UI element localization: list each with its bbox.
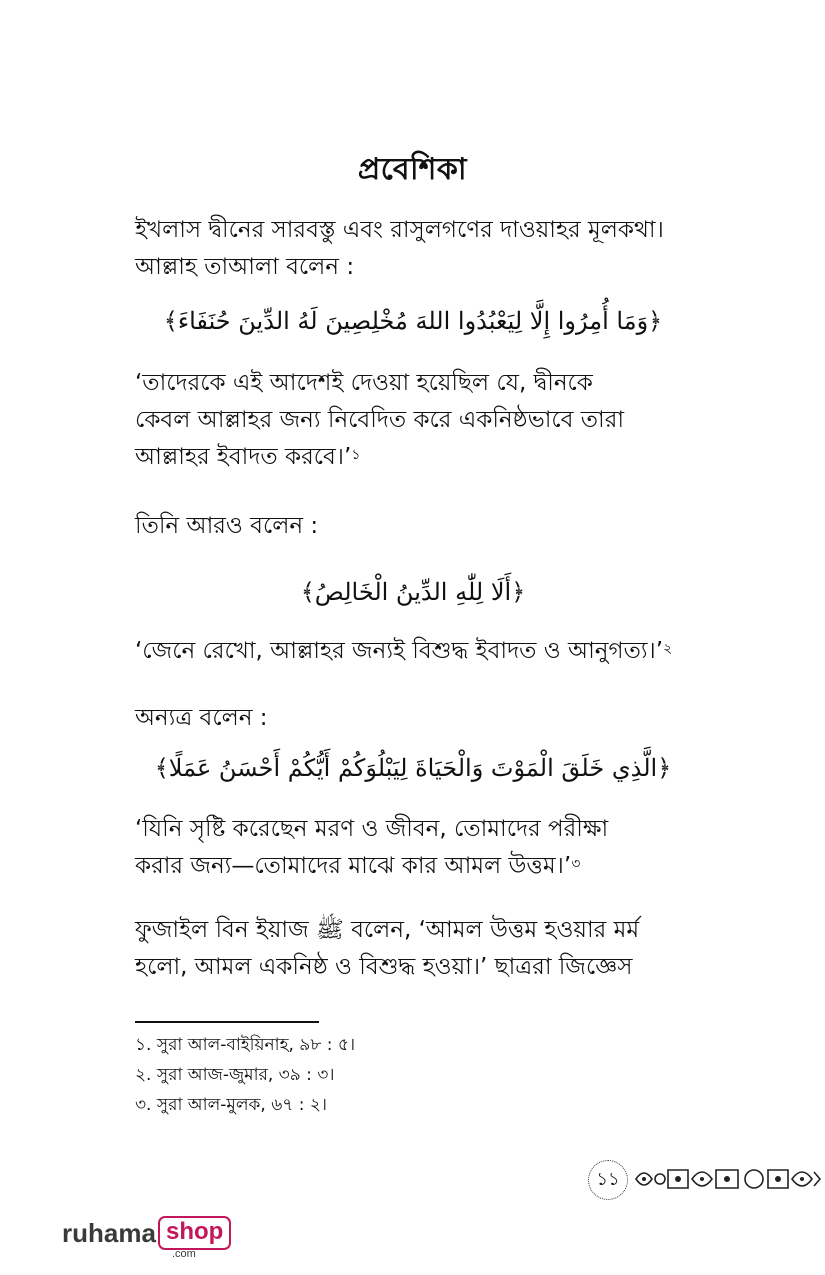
translation-3 xyxy=(135,811,691,885)
footnote-divider xyxy=(135,1021,319,1023)
ruhama-shop-logo[interactable] xyxy=(62,1212,262,1260)
decorative-ornament-icon xyxy=(632,1160,822,1198)
footnote-ref[interactable]: ২ xyxy=(663,641,673,657)
page-title: প্রবেশিকা xyxy=(357,152,468,187)
translation-1 xyxy=(135,365,691,476)
text-line: ‘জেনে রেখো, আল্লাহর জন্যই বিশুদ্ধ ইবাদত ও আনুগত্য।’$^২$ xyxy=(135,638,673,664)
translation-2 xyxy=(135,633,691,670)
arabic-verse-2: ﴿أَلَا لِلّٰهِ الدِّينُ الْخَالِصُ﴾ xyxy=(300,578,526,606)
footnote-ref[interactable]: ১ xyxy=(351,447,361,463)
page-number: ১১ xyxy=(588,1160,628,1200)
logo-shop: shop xyxy=(158,1216,231,1250)
paragraph-2 xyxy=(135,508,691,545)
intro-paragraph xyxy=(135,212,691,286)
paragraph-4 xyxy=(135,912,691,986)
text-line: আল্লাহ তাআলা বলেন : xyxy=(135,254,355,280)
arabic-verse-1: ﴿وَمَا أُمِرُوا إِلَّا لِيَعْبُدُوا اللهَ مُخْلِصِينَ لَهُ الدِّينَ حُنَفَاءَ﴾ xyxy=(163,307,663,335)
text-line: তিনি আরও বলেন : xyxy=(135,513,319,539)
footnote-2: ২. সুরা আজ-জুমার, ৩৯ : ৩। xyxy=(135,1065,335,1085)
arabic-verse-3: ﴿الَّذِي خَلَقَ الْمَوْتَ وَالْحَيَاةَ لِيَبْلُوَكُمْ أَيُّكُمْ أَحْسَنُ عَمَلًا﴾ xyxy=(154,754,672,782)
logo-text: ruhama xyxy=(62,1218,156,1248)
text-line: ফুজাইল বিন ইয়াজ ﷺ বলেন, ‘আমল উত্তম হওয়ার মর্ম xyxy=(135,917,640,943)
footnote-1: ১. সুরা আল-বাইয়িনাহ, ৯৮ : ৫। xyxy=(135,1035,356,1055)
text-line: করার জন্য—তোমাদের মাঝে কার আমল উত্তম।’$^৩$ xyxy=(135,853,581,879)
footnote-3: ৩. সুরা আল-মুলক, ৬৭ : ২। xyxy=(135,1095,327,1115)
footnote-ref[interactable]: ৩ xyxy=(571,856,581,872)
logo-domain: .com xyxy=(172,1248,196,1260)
text-line: কেবল আল্লাহর জন্য নিবেদিত করে একনিষ্ঠভাবে তারা xyxy=(135,407,625,433)
paragraph-3 xyxy=(135,700,691,737)
text-line: ‘তাদেরকে এই আদেশই দেওয়া হয়েছিল যে, দ্বীনকে xyxy=(135,370,593,396)
text-line: অন্যত্র বলেন : xyxy=(135,705,268,731)
text-line: ইখলাস দ্বীনের সারবস্তু এবং রাসুলগণের দাওয়াহর মূলকথা। xyxy=(135,217,664,243)
text-line: ‘যিনি সৃষ্টি করেছেন মরণ ও জীবন, তোমাদের পরীক্ষা xyxy=(135,816,609,842)
text-line: হলো, আমল একনিষ্ঠ ও বিশুদ্ধ হওয়া।’ ছাত্ররা জিজ্ঞেস xyxy=(135,954,633,980)
text-line: আল্লাহর ইবাদত করবে।’$^১$ xyxy=(135,444,361,470)
